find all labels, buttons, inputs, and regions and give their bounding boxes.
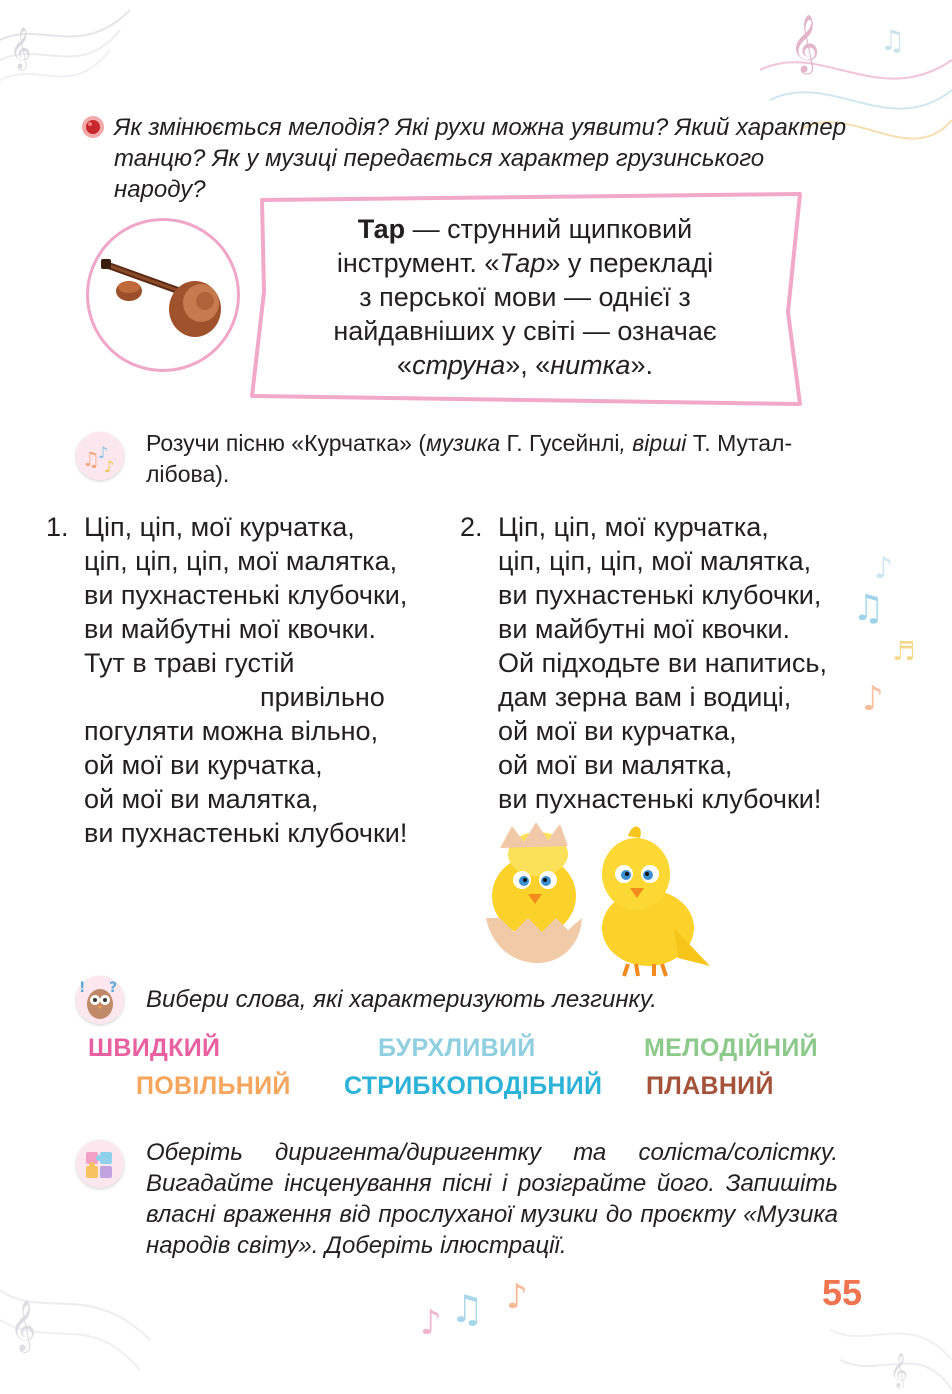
song-verse-1: [46, 510, 456, 850]
puzzle-icon: [76, 1140, 124, 1188]
verse-line: дам зерна вам і водиці,: [498, 682, 792, 712]
learn-music-label: музика: [426, 430, 501, 456]
word-option[interactable]: БУРХЛИВИЙ: [378, 1034, 536, 1062]
info-part: » у перекладі: [545, 248, 714, 278]
info-word-string: струна: [412, 350, 506, 380]
verse-line: Ціп, ціп, мої курчатка,: [498, 512, 769, 542]
verse-line: ціп, ціп, ціп, мої малятка,: [498, 546, 812, 576]
choose-words-instruction: Вибери слова, які характеризують лезгинку.: [146, 986, 657, 1013]
info-part: «: [397, 350, 413, 380]
music-notes-bottom: [420, 1262, 550, 1342]
info-word-thread: нитка: [550, 350, 631, 380]
page-number: 55: [822, 1272, 863, 1313]
learn-song-instruction: [146, 428, 846, 490]
word-option[interactable]: ШВИДКИЙ: [88, 1034, 221, 1062]
verse-line: ой мої ви курчатка,: [498, 716, 737, 746]
svg-text:𝄞: 𝄞: [10, 28, 32, 69]
verse-line: ви пухнастенькі клубочки!: [498, 784, 822, 814]
svg-text:𝄞: 𝄞: [10, 1300, 37, 1351]
learn-lyrics-label: вірші: [632, 430, 687, 456]
final-task-text: Оберіть диригента/диригентку та соліста/солістку. Вигадайте інсценування пісні і розіграйте його. Запишіть власні враження від прослуханої музики до проєкту «Музика народів світу». Доберіть ілюстрації.: [146, 1139, 838, 1259]
decor-bottom-left: [0, 1250, 150, 1394]
question-line-1: Як змінюється мелодія? Які рухи можна уявити? Який характер: [114, 114, 847, 141]
decor-bottom-right: [830, 1300, 952, 1394]
svg-text:♫: ♫: [82, 447, 100, 471]
svg-text:?: ?: [109, 980, 118, 996]
verse-line: ви пухнастенькі клубочки,: [498, 580, 822, 610]
music-notes-icon: [76, 432, 124, 480]
verse-line: ви пухнастенькі клубочки,: [84, 580, 408, 610]
info-part: », «: [505, 350, 551, 380]
svg-text:!: !: [79, 980, 86, 996]
owl-question-icon: [76, 976, 124, 1024]
verse-number: 2.: [460, 512, 483, 542]
tar-term: Тар: [357, 214, 406, 244]
verse-line: Ой підходьте ви напитись,: [498, 648, 827, 678]
learn-part: Розучи пісню «Курчатка» (: [146, 430, 426, 456]
word-option[interactable]: МЕЛОДІЙНИЙ: [644, 1034, 818, 1062]
word-option[interactable]: СТРИБКОПОДІБНИЙ: [344, 1072, 603, 1100]
verse-line: ціп, ціп, ціп, мої малятка,: [84, 546, 398, 576]
learn-part: Г. Гусейнлі: [500, 430, 620, 456]
verse-number: 1.: [46, 512, 69, 542]
tar-instrument-icon: [86, 218, 240, 372]
tar-definition: [290, 212, 760, 382]
verse-line: ой мої ви малятка,: [498, 750, 733, 780]
svg-text:♫: ♫: [450, 1287, 485, 1331]
word-option[interactable]: ПОВІЛЬНИЙ: [136, 1072, 291, 1100]
info-part: з перської мови — однієї з: [359, 282, 691, 312]
verse-line: Ціп, ціп, мої курчатка,: [84, 512, 355, 542]
svg-text:𝄞: 𝄞: [890, 1353, 908, 1388]
info-part: найдавніших у світі — означає: [333, 316, 717, 346]
learn-part: Т. Мутал-: [686, 430, 793, 456]
info-part: інструмент. «: [336, 248, 500, 278]
question-bullet-icon: [80, 114, 106, 140]
learn-part: лібова).: [146, 461, 230, 487]
decor-top-left: [0, 0, 130, 110]
verse-line: погуляти можна вільно,: [84, 716, 379, 746]
song-verse-2: [460, 510, 880, 816]
svg-text:♫: ♫: [852, 588, 885, 629]
svg-text:♫: ♫: [880, 24, 906, 57]
svg-text:♪: ♪: [506, 1277, 528, 1317]
question-line-2: танцю? Як у музиці передається характер грузинського народу?: [114, 145, 765, 203]
svg-text:♬: ♬: [892, 637, 916, 667]
info-part: ».: [630, 350, 653, 380]
chicks-illustration: [478, 818, 718, 980]
svg-text:♪: ♪: [874, 551, 894, 586]
svg-text:𝄞: 𝄞: [790, 14, 820, 72]
svg-text:♪: ♪: [98, 443, 109, 462]
verse-line: ви пухнастенькі клубочки!: [84, 818, 408, 848]
verse-line: привільно: [260, 682, 385, 712]
verse-line: Тут в траві густій: [84, 648, 295, 678]
info-term-italic: Тар: [499, 248, 546, 278]
info-part: — струнний щипковий: [405, 214, 693, 244]
verse-line: ой мої ви курчатка,: [84, 750, 323, 780]
svg-text:♪: ♪: [104, 457, 115, 476]
word-option[interactable]: ПЛАВНИЙ: [646, 1072, 774, 1100]
verse-line: ви майбутні мої квочки.: [84, 614, 377, 644]
svg-text:♪: ♪: [420, 1303, 442, 1342]
svg-text:♪: ♪: [862, 679, 884, 719]
learn-part: ,: [619, 430, 633, 456]
verse-line: ви майбутні мої квочки.: [498, 614, 791, 644]
verse-line: ой мої ви малятка,: [84, 784, 319, 814]
